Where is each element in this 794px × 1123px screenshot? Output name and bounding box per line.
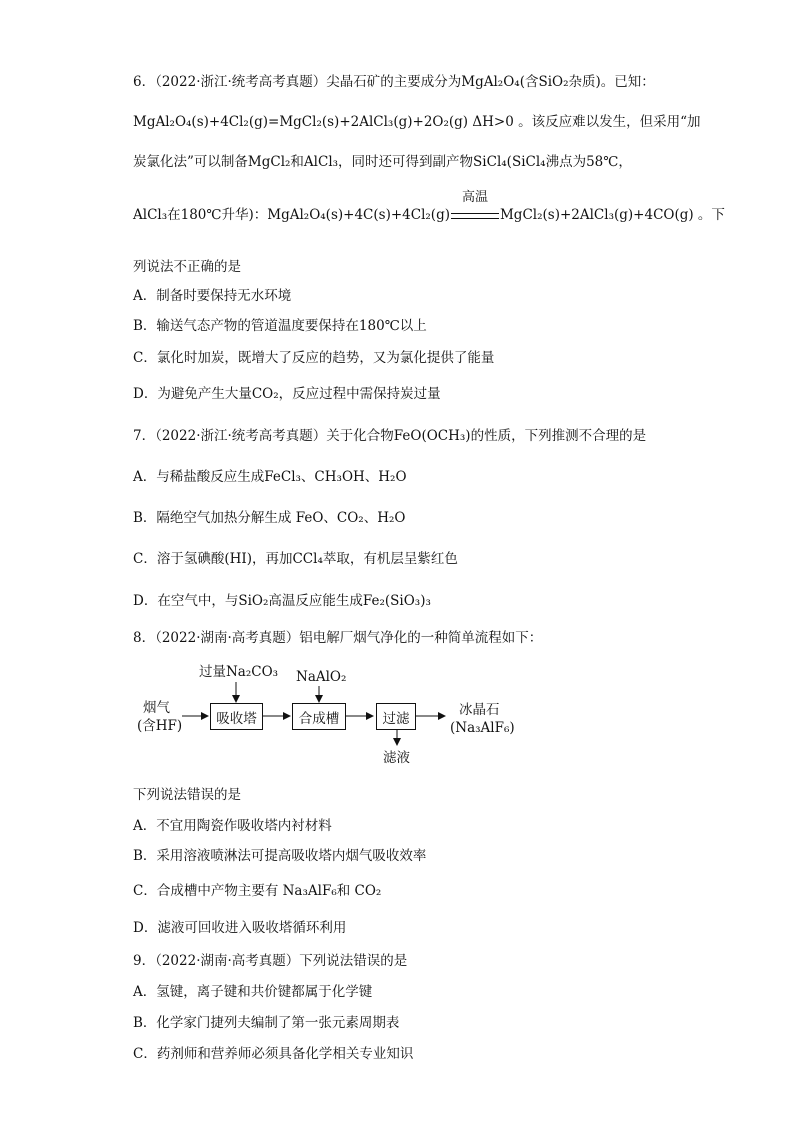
q6-stem-line4 — [133, 190, 725, 225]
q6-equation-condition — [450, 190, 500, 225]
synthesis-tank-box — [292, 703, 346, 730]
q8-option-a: A．不宜用陶瓷作吸收塔内衬材料 — [133, 818, 332, 834]
q7-option-c: C．溶于氢碘酸(HI)，再加CCl₄萃取，有机层呈紫红色 — [133, 551, 458, 567]
q9-option-b: B．化学家门捷列夫编制了第一张元素周期表 — [133, 1015, 400, 1031]
q6-equals-bar — [451, 213, 499, 219]
reagent-naalo2-label: NaAlO₂ — [296, 669, 347, 685]
q6-equation-left: AlCl₃在180℃升华)：MgAl₂O₄(s)+4C(s)+4Cl₂(g) — [133, 207, 450, 223]
q8-stem: 8．（2022·湖南·高考真题）铝电解厂烟气净化的一种简单流程如下： — [133, 630, 543, 646]
product-sublabel: (Na₃AlF₆) — [450, 720, 515, 736]
q6-option-d: D．为避免产生大量CO₂，反应过程中需保持炭过量 — [133, 386, 441, 402]
feed-sublabel: (含HF) — [137, 718, 183, 734]
q6-option-b: B．输送气态产物的管道温度要保持在180℃以上 — [133, 318, 427, 334]
filtrate-label: 滤液 — [383, 750, 410, 766]
q9-option-c: C．药剂师和营养师必须具备化学相关专业知识 — [133, 1046, 414, 1062]
q8-question-line: 下列说法错误的是 — [133, 787, 241, 803]
q6-stem-line3: 炭氯化法”可以制备MgCl₂和AlCl₃，同时还可得到副产物SiCl₄(SiCl₄沸点为58℃， — [133, 154, 632, 170]
q6-stem-line5: 列说法不正确的是 — [133, 259, 241, 275]
q6-condition-label: 高温 — [461, 190, 488, 205]
q8-option-d: D．滤液可回收进入吸收塔循环利用 — [133, 920, 347, 936]
absorber-label: 吸收塔 — [216, 710, 257, 727]
filter-label: 过滤 — [382, 710, 410, 727]
q7-option-b: B．隔绝空气加热分解生成 FeO、CO₂、H₂O — [133, 510, 406, 526]
filter-box — [376, 703, 416, 730]
q6-stem-line2: MgAl₂O₄(s)+4Cl₂(g)=MgCl₂(s)+2AlCl₃(g)+2O₂(g) ΔH>0 。该反应难以发生，但采用“加 — [133, 114, 701, 130]
reagent-na2co3-label: 过量Na₂CO₃ — [199, 664, 279, 680]
q9-option-a: A．氢键，离子键和共价键都属于化学键 — [133, 984, 373, 1000]
q7-stem: 7．（2022·浙江·统考高考真题）关于化合物FeO(OCH₃)的性质，下列推测不合理的是 — [133, 428, 647, 444]
q6-equation-right: MgCl₂(s)+2AlCl₃(g)+4CO(g) 。下 — [499, 207, 725, 223]
q8-option-b: B．采用溶液喷淋法可提高吸收塔内烟气吸收效率 — [133, 848, 427, 864]
q6-option-c: C．氯化时加炭，既增大了反应的趋势，又为氯化提供了能量 — [133, 350, 495, 366]
q8-option-c: C．合成槽中产物主要有 Na₃AlF₆和 CO₂ — [133, 883, 382, 899]
q7-option-d: D．在空气中，与SiO₂高温反应能生成Fe₂(SiO₃)₃ — [133, 593, 431, 609]
q7-option-a: A．与稀盐酸反应生成FeCl₃、CH₃OH、H₂O — [133, 469, 407, 485]
product-label: 冰晶石 — [459, 702, 500, 718]
q6-stem-line1: 6．（2022·浙江·统考高考真题）尖晶石矿的主要成分为MgAl₂O₄(含SiO₂杂质)。已知： — [133, 74, 655, 90]
q9-stem: 9．（2022·湖南·高考真题）下列说法错误的是 — [133, 953, 408, 969]
feed-label: 烟气 — [143, 700, 170, 716]
synthesis-tank-label: 合成槽 — [298, 710, 340, 727]
q6-option-a: A．制备时要保持无水环境 — [133, 288, 292, 304]
absorber-box — [210, 703, 263, 730]
